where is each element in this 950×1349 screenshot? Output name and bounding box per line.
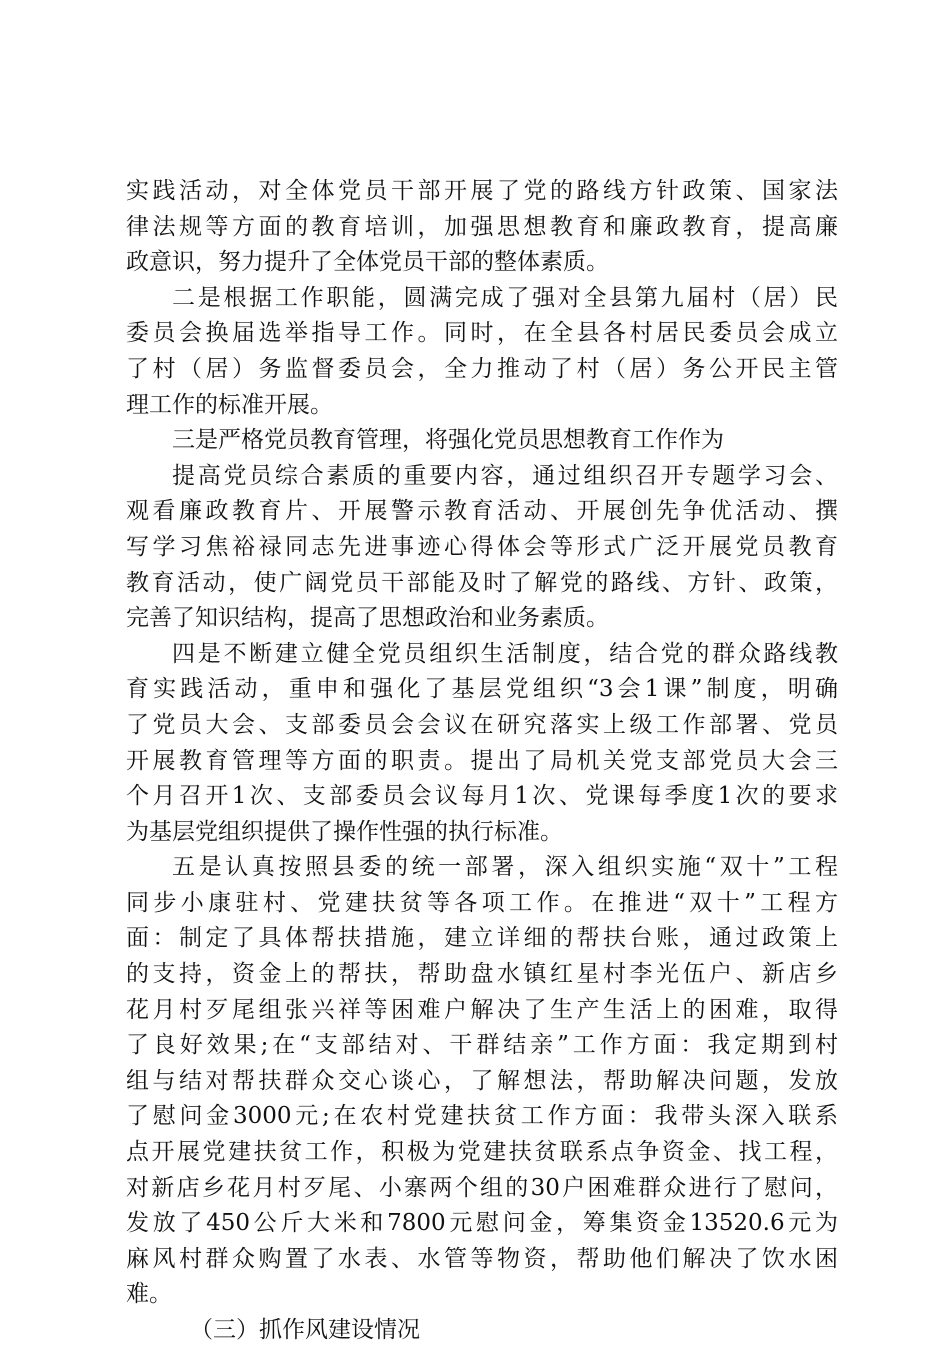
text-line: 的支持，资金上的帮扶，帮助盘水镇红星村李光伍户、新店乡 [126,961,838,988]
paragraph-start-line: 二是根据工作职能，圆满完成了强对全县第九届村（居）民 [172,284,838,311]
text-line: 律法规等方面的教育培训，加强思想教育和廉政教育，提高廉 [126,213,838,240]
text-line: 了慰问金3000元;在农村党建扶贫工作方面：我带头深入联系 [126,1103,838,1130]
text-line: 了村（居）务监督委员会，全力推动了村（居）务公开民主管 [126,355,838,382]
text-line: 写学习焦裕禄同志先进事迹心得体会等形式广泛开展党员教育 [126,533,838,560]
text-line: 个月召开1次、支部委员会议每月1次、党课每季度1次的要求 [126,783,838,810]
text-line: 育实践活动，重申和强化了基层党组织“3会1课”制度，明确 [126,676,838,703]
text-line: 同步小康驻村、党建扶贫等各项工作。在推进“双十”工程方 [126,889,838,916]
text-line: 理工作的标准开展。 [126,391,333,418]
text-line: 开展教育管理等方面的职责。提出了局机关党支部党员大会三 [126,747,838,774]
text-line: 点开展党建扶贫工作，积极为党建扶贫联系点争资金、找工程， [126,1139,838,1166]
text-line: 花月村歹尾组张兴祥等困难户解决了生产生活上的困难，取得 [126,996,838,1023]
document-body [126,174,838,1349]
text-line: 实践活动，对全体党员干部开展了党的路线方针政策、国家法 [126,178,838,204]
text-line: 提高党员综合素质的重要内容，通过组织召开专题学习会、 [172,462,838,489]
text-line: 为基层党组织提供了操作性强的执行标准。 [126,818,563,845]
text-line: 对新店乡花月村歹尾、小寨两个组的30户困难群众进行了慰问， [126,1174,838,1201]
paragraph-start-line: 三是严格党员教育管理，将强化党员思想教育工作作为 [172,427,724,454]
text-line: 教育活动，使广阔党员干部能及时了解党的路线、方针、政策， [126,569,838,596]
paragraph-start-line: 五是认真按照县委的统一部署，深入组织实施“双十”工程 [172,854,838,881]
text-line: 难。 [126,1281,172,1308]
text-line: 麻风村群众购置了水表、水管等物资，帮助他们解决了饮水困 [126,1245,838,1272]
section-heading: （三）抓作风建设情况 [190,1317,420,1343]
paragraph-start-line: 四是不断建立健全党员组织生活制度，结合党的群众路线教 [172,640,838,667]
text-line: 发放了450公斤大米和7800元慰问金，筹集资金13520.6元为 [126,1210,838,1237]
text-line: 政意识，努力提升了全体党员干部的整体素质。 [126,249,609,276]
text-line: 观看廉政教育片、开展警示教育活动、开展创先争优活动、撰 [126,498,838,525]
text-line: 了党员大会、支部委员会会议在研究落实上级工作部署、党员 [126,711,838,738]
text-line: 完善了知识结构，提高了思想政治和业务素质。 [126,605,609,632]
text-line: 了良好效果;在“支部结对、干群结亲”工作方面：我定期到村 [126,1032,838,1059]
text-line: 组与结对帮扶群众交心谈心，了解想法，帮助解决问题，发放 [126,1067,838,1094]
text-line: 委员会换届选举指导工作。同时，在全县各村居民委员会成立 [126,320,838,347]
text-line: 面：制定了具体帮扶措施，建立详细的帮扶台账，通过政策上 [126,925,838,952]
